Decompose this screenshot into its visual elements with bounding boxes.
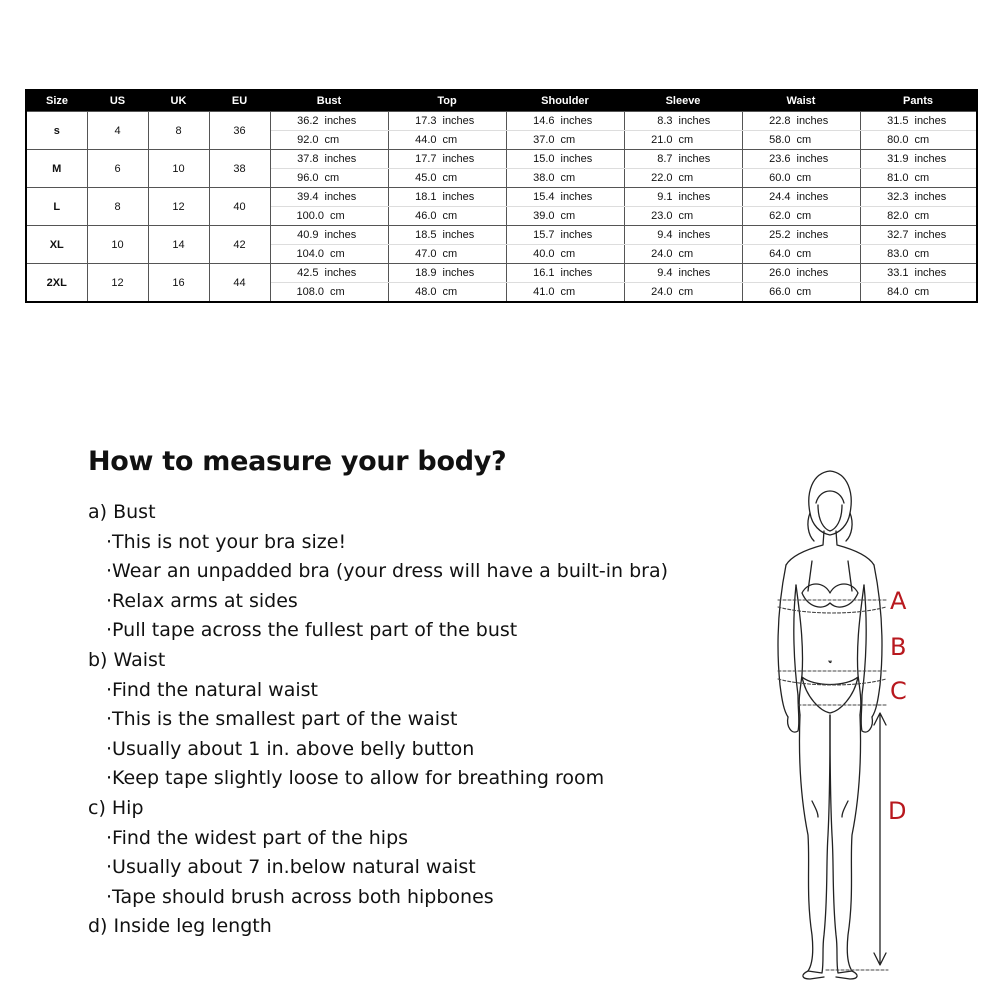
measurement-inches-cell <box>624 226 742 245</box>
cm-unit: cm <box>678 134 694 146</box>
header-uk: UK <box>148 90 209 112</box>
cm-value: 108.0 <box>296 286 325 298</box>
measurement-inches-cell <box>506 150 624 169</box>
cm-value: 41.0 <box>533 286 555 298</box>
cm-value: 24.0 <box>651 286 673 298</box>
measurement-inches-cell <box>624 188 742 207</box>
inches-value: 31.9 <box>887 153 909 165</box>
uk-cell: 10 <box>148 150 209 188</box>
measurement-inches-cell <box>860 226 977 245</box>
measurement-cm-cell <box>860 245 977 264</box>
inches-unit: inches <box>914 229 947 241</box>
instruction-item: · This is the smallest part of the waist <box>88 705 748 735</box>
eu-cell: 38 <box>209 150 270 188</box>
measurement-inches-cell <box>860 264 977 283</box>
section-heading: c) Hip <box>88 796 144 819</box>
inches-unit: inches <box>324 267 357 279</box>
cm-unit: cm <box>914 134 930 146</box>
instruction-item: · Find the widest part of the hips <box>88 824 748 854</box>
measurement-cm-cell <box>860 131 977 150</box>
cm-value: 37.0 <box>533 134 555 146</box>
size-cell: L <box>26 188 87 226</box>
cm-value: 58.0 <box>769 134 791 146</box>
section-heading: a) Bust <box>88 501 156 523</box>
inches-unit: inches <box>560 267 593 279</box>
cm-unit: cm <box>330 286 345 298</box>
eu-cell: 40 <box>209 188 270 226</box>
measurement-inches-cell <box>860 150 977 169</box>
measurement-cm-cell <box>624 245 742 264</box>
cm-value: 62.0 <box>769 210 791 222</box>
measurement-cm-cell <box>860 207 977 226</box>
table-row <box>26 150 977 169</box>
cm-value: 80.0 <box>887 134 909 146</box>
measurement-inches-cell <box>388 188 506 207</box>
measurement-cm-cell <box>270 207 388 226</box>
us-cell: 6 <box>87 150 148 188</box>
instruction-item: · Pull tape across the fullest part of the bust <box>88 616 748 646</box>
measurement-cm-cell <box>270 131 388 150</box>
measurement-inches-cell <box>388 226 506 245</box>
cm-unit: cm <box>330 248 345 260</box>
measurement-cm-cell <box>388 207 506 226</box>
measurement-inches-cell <box>742 264 860 283</box>
inches-value: 25.2 <box>769 229 791 241</box>
inches-unit: inches <box>442 229 475 241</box>
us-cell: 10 <box>87 226 148 264</box>
cm-unit: cm <box>678 286 694 298</box>
inches-value: 15.7 <box>533 229 555 241</box>
table-row <box>26 188 977 207</box>
instruction-item: · Keep tape slightly loose to allow for breathing room <box>88 764 748 794</box>
inches-unit: inches <box>442 267 475 279</box>
measurement-cm-cell <box>270 283 388 303</box>
inches-unit: inches <box>914 191 947 203</box>
inches-unit: inches <box>560 191 593 203</box>
measurement-inches-cell <box>506 188 624 207</box>
measurement-inches-cell <box>506 112 624 131</box>
cm-value: 24.0 <box>651 248 673 260</box>
inches-value: 9.1 <box>657 191 673 203</box>
cm-value: 96.0 <box>297 172 319 184</box>
cm-value: 84.0 <box>887 286 909 298</box>
header-sleeve: Sleeve <box>624 90 742 112</box>
size-cell: s <box>26 112 87 150</box>
cm-unit: cm <box>442 248 458 260</box>
cm-value: 45.0 <box>415 172 437 184</box>
size-cell: XL <box>26 226 87 264</box>
cm-value: 40.0 <box>533 248 555 260</box>
measurement-cm-cell <box>624 169 742 188</box>
inches-unit: inches <box>796 115 829 127</box>
header-size: Size <box>26 90 87 112</box>
guide-title: How to measure your body? <box>88 446 507 477</box>
inches-unit: inches <box>324 229 357 241</box>
measurement-cm-cell <box>388 283 506 303</box>
eu-cell: 36 <box>209 112 270 150</box>
inches-value: 23.6 <box>769 153 791 165</box>
inches-unit: inches <box>678 153 711 165</box>
uk-cell: 14 <box>148 226 209 264</box>
figure-label-a: A <box>890 587 907 615</box>
section-heading: d) Inside leg length <box>88 915 272 938</box>
measurement-cm-cell <box>742 169 860 188</box>
cm-unit: cm <box>796 134 812 146</box>
cm-unit: cm <box>560 172 576 184</box>
inches-value: 32.7 <box>887 229 909 241</box>
table-row <box>26 226 977 245</box>
uk-cell: 16 <box>148 264 209 303</box>
size-cell: 2XL <box>26 264 87 303</box>
table-row <box>26 264 977 283</box>
measurement-inches-cell <box>388 112 506 131</box>
inches-unit: inches <box>914 267 947 279</box>
inches-unit: inches <box>678 191 711 203</box>
uk-cell: 12 <box>148 188 209 226</box>
measurement-cm-cell <box>506 169 624 188</box>
measurement-cm-cell <box>388 169 506 188</box>
measurement-inches-cell <box>388 150 506 169</box>
us-cell: 12 <box>87 264 148 303</box>
inches-value: 18.9 <box>415 267 437 279</box>
measurement-inches-cell <box>742 150 860 169</box>
cm-value: 82.0 <box>887 210 909 222</box>
us-cell: 4 <box>87 112 148 150</box>
inches-unit: inches <box>796 153 829 165</box>
instruction-item: · Find the natural waist <box>88 676 748 706</box>
instruction-item: · Tape should brush across both hipbones <box>88 883 748 913</box>
cm-unit: cm <box>914 210 930 222</box>
inches-unit: inches <box>560 229 593 241</box>
cm-value: 60.0 <box>769 172 791 184</box>
cm-unit: cm <box>678 210 694 222</box>
header-bust: Bust <box>270 90 388 112</box>
measurement-inches-cell <box>742 112 860 131</box>
body-measurement-figure <box>768 465 928 980</box>
measurement-cm-cell <box>860 283 977 303</box>
instruction-item: · Usually about 1 in. above belly button <box>88 735 748 765</box>
inches-value: 22.8 <box>769 115 791 127</box>
cm-unit: cm <box>796 248 812 260</box>
cm-unit: cm <box>442 210 458 222</box>
measurement-inches-cell <box>742 226 860 245</box>
inches-unit: inches <box>560 115 593 127</box>
inches-value: 14.6 <box>533 115 555 127</box>
cm-value: 66.0 <box>769 286 791 298</box>
inches-value: 15.4 <box>533 191 555 203</box>
size-cell: M <box>26 150 87 188</box>
figure-label-b: B <box>890 633 907 661</box>
measurement-cm-cell <box>270 169 388 188</box>
inches-value: 31.5 <box>887 115 909 127</box>
inches-unit: inches <box>796 229 829 241</box>
measurement-cm-cell <box>624 207 742 226</box>
inches-value: 15.0 <box>533 153 555 165</box>
inches-value: 9.4 <box>657 267 673 279</box>
inches-unit: inches <box>324 191 357 203</box>
measurement-cm-cell <box>860 169 977 188</box>
inches-unit: inches <box>324 115 357 127</box>
cm-value: 92.0 <box>297 134 319 146</box>
measurement-cm-cell <box>388 131 506 150</box>
instruction-item: · Wear an unpadded bra (your dress will have a built-in bra) <box>88 557 748 587</box>
measurement-guide <box>0 430 1001 1001</box>
cm-value: 23.0 <box>651 210 673 222</box>
cm-unit: cm <box>678 172 694 184</box>
measurement-cm-cell <box>624 283 742 303</box>
cm-value: 47.0 <box>415 248 437 260</box>
cm-unit: cm <box>914 172 930 184</box>
cm-unit: cm <box>914 286 930 298</box>
size-chart-header-row <box>26 90 977 112</box>
header-shoulder: Shoulder <box>506 90 624 112</box>
measurement-inches-cell <box>270 226 388 245</box>
inches-value: 17.3 <box>415 115 437 127</box>
inches-value: 18.5 <box>415 229 437 241</box>
inches-unit: inches <box>796 267 829 279</box>
inches-value: 32.3 <box>887 191 909 203</box>
section-heading: b) Waist <box>88 648 166 671</box>
inches-value: 9.4 <box>657 229 673 241</box>
cm-value: 46.0 <box>415 210 437 222</box>
measurement-inches-cell <box>506 264 624 283</box>
cm-unit: cm <box>678 248 694 260</box>
eu-cell: 44 <box>209 264 270 303</box>
inches-unit: inches <box>678 267 711 279</box>
cm-value: 83.0 <box>887 248 909 260</box>
figure-label-d: D <box>888 797 907 825</box>
cm-unit: cm <box>442 134 458 146</box>
measurement-inches-cell <box>388 264 506 283</box>
inches-value: 42.5 <box>297 267 319 279</box>
instruction-item: · Usually about 7 in.below natural waist <box>88 853 748 883</box>
measurement-inches-cell <box>624 150 742 169</box>
inches-unit: inches <box>442 153 475 165</box>
measurement-cm-cell <box>270 245 388 264</box>
measurement-inches-cell <box>860 188 977 207</box>
cm-unit: cm <box>442 172 458 184</box>
header-waist: Waist <box>742 90 860 112</box>
measurement-cm-cell <box>506 283 624 303</box>
inches-value: 37.8 <box>297 153 319 165</box>
cm-value: 100.0 <box>296 210 325 222</box>
figure-label-c: C <box>890 677 907 705</box>
measurement-cm-cell <box>742 131 860 150</box>
inches-unit: inches <box>442 115 475 127</box>
measurement-inches-cell <box>860 112 977 131</box>
cm-value: 38.0 <box>533 172 555 184</box>
inches-unit: inches <box>796 191 829 203</box>
inches-value: 24.4 <box>769 191 791 203</box>
measurement-inches-cell <box>506 226 624 245</box>
header-top: Top <box>388 90 506 112</box>
measurement-cm-cell <box>506 245 624 264</box>
inches-unit: inches <box>914 153 947 165</box>
cm-value: 48.0 <box>415 286 437 298</box>
table-row <box>26 112 977 131</box>
inches-value: 33.1 <box>887 267 909 279</box>
cm-value: 81.0 <box>887 172 909 184</box>
header-eu: EU <box>209 90 270 112</box>
cm-unit: cm <box>914 248 930 260</box>
cm-value: 44.0 <box>415 134 437 146</box>
inches-value: 26.0 <box>769 267 791 279</box>
measurement-inches-cell <box>270 112 388 131</box>
cm-unit: cm <box>560 286 576 298</box>
us-cell: 8 <box>87 188 148 226</box>
cm-value: 21.0 <box>651 134 673 146</box>
cm-value: 64.0 <box>769 248 791 260</box>
eu-cell: 42 <box>209 226 270 264</box>
measurement-cm-cell <box>742 283 860 303</box>
cm-unit: cm <box>796 210 812 222</box>
cm-unit: cm <box>796 286 812 298</box>
inches-value: 36.2 <box>297 115 319 127</box>
measurement-inches-cell <box>270 188 388 207</box>
measurement-inches-cell <box>624 264 742 283</box>
inches-value: 40.9 <box>297 229 319 241</box>
inches-value: 8.7 <box>657 153 673 165</box>
header-us: US <box>87 90 148 112</box>
inches-unit: inches <box>678 229 711 241</box>
inches-value: 16.1 <box>533 267 555 279</box>
cm-unit: cm <box>324 172 340 184</box>
measurement-cm-cell <box>624 131 742 150</box>
measurement-cm-cell <box>388 245 506 264</box>
header-pants: Pants <box>860 90 977 112</box>
measurement-inches-cell <box>270 150 388 169</box>
uk-cell: 8 <box>148 112 209 150</box>
inches-value: 8.3 <box>657 115 673 127</box>
measurement-inches-cell <box>270 264 388 283</box>
inches-value: 18.1 <box>415 191 437 203</box>
measurement-cm-cell <box>506 131 624 150</box>
measurement-cm-cell <box>742 245 860 264</box>
cm-value: 22.0 <box>651 172 673 184</box>
cm-value: 39.0 <box>533 210 555 222</box>
measurement-inches-cell <box>624 112 742 131</box>
measurement-cm-cell <box>742 207 860 226</box>
inches-value: 17.7 <box>415 153 437 165</box>
cm-unit: cm <box>796 172 812 184</box>
cm-unit: cm <box>442 286 458 298</box>
cm-unit: cm <box>560 134 576 146</box>
measurement-cm-cell <box>506 207 624 226</box>
inches-unit: inches <box>678 115 711 127</box>
measurement-inches-cell <box>742 188 860 207</box>
cm-unit: cm <box>330 210 345 222</box>
size-chart-body <box>26 112 977 303</box>
size-chart-table <box>25 89 978 303</box>
guide-instructions <box>88 498 748 942</box>
inches-unit: inches <box>914 115 947 127</box>
instruction-item: · Relax arms at sides <box>88 587 748 617</box>
inches-value: 39.4 <box>297 191 319 203</box>
inches-unit: inches <box>560 153 593 165</box>
inches-unit: inches <box>442 191 475 203</box>
inches-unit: inches <box>324 153 357 165</box>
cm-unit: cm <box>560 210 576 222</box>
cm-value: 104.0 <box>296 248 325 260</box>
instruction-item: · This is not your bra size! <box>88 528 748 558</box>
cm-unit: cm <box>324 134 340 146</box>
cm-unit: cm <box>560 248 576 260</box>
